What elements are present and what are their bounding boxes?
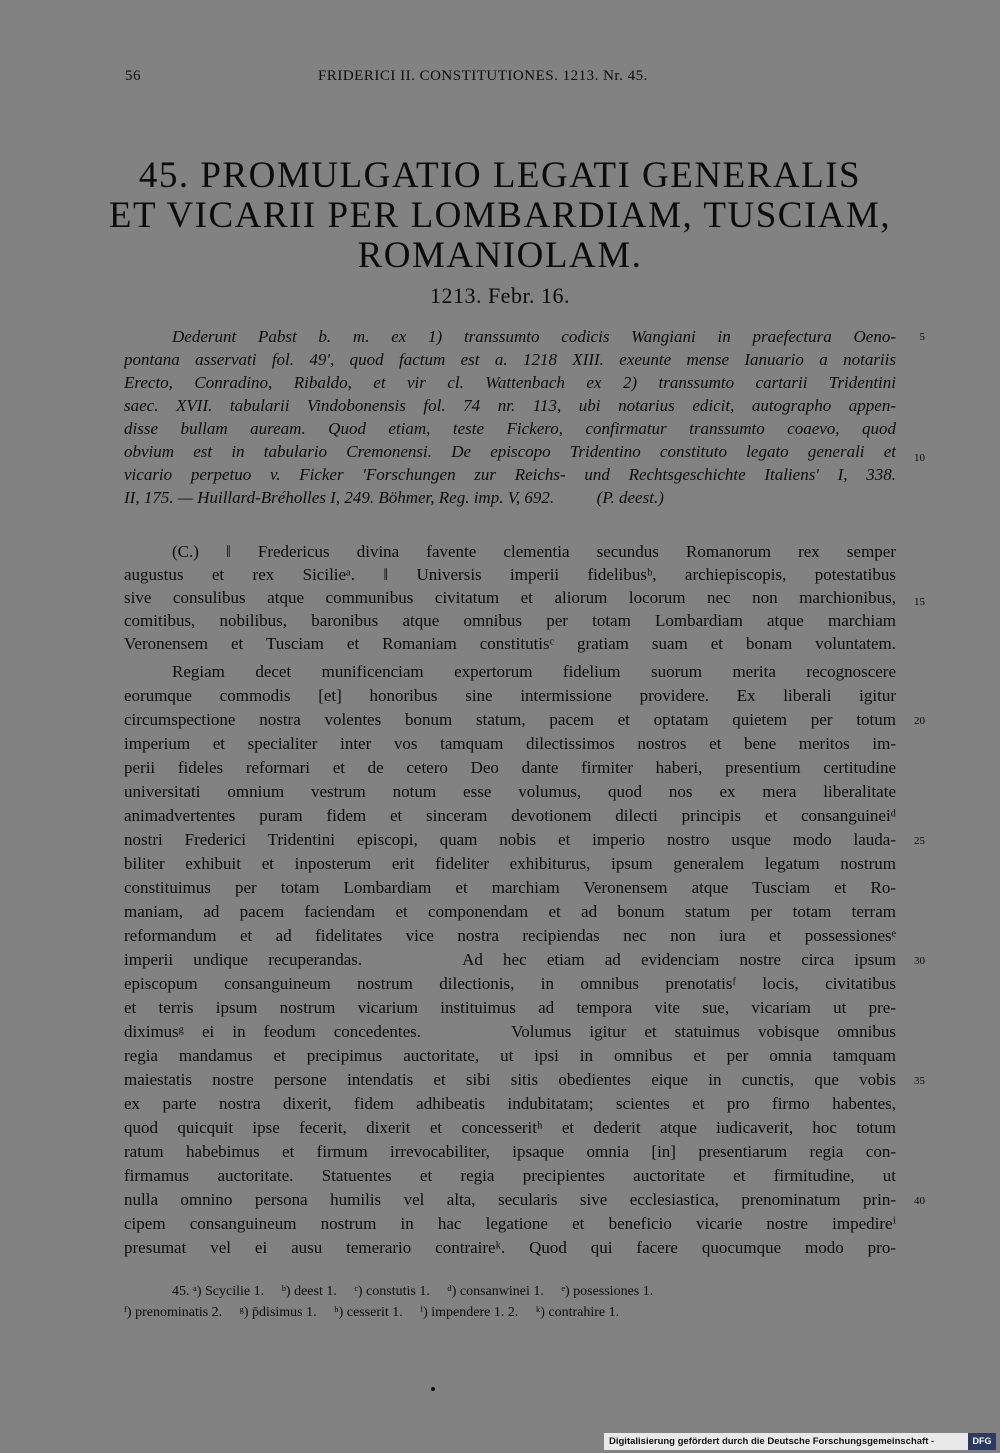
body-line: universitati omnium vestrum notum esse volumus, quod nos ex mera liberalitate [124, 782, 896, 801]
body-line: comitibus, nobilibus, baronibus atque omnibus per totam Lombardiam atque marchiam [124, 611, 896, 630]
body-line: et terris ipsum nostrum vicarium instituimus ad tempora vite sue, vicariam ut pre- [124, 998, 896, 1017]
margin-line-number: 20 [914, 715, 925, 727]
document-title-line-2: ET VICARII PER LOMBARDIAM, TUSCIAM, [108, 195, 892, 236]
body-line: cipem consanguineum nostrum in hac legatione et beneficio vicarie nostre impedireⁱ [124, 1214, 896, 1233]
body-line: ex parte nostra dixerit, fidem adhibeatis indubitatam; scientes et pro firmo habentes, [124, 1094, 896, 1113]
intro-line: II, 175. — Huillard-Bréholles I, 249. Böhmer, Reg. imp. V, 692. (P. deest.) [124, 488, 664, 507]
intro-line: obvium est in tabulario Cremonensi. De episcopo Tridentino constituto legato generali et [124, 442, 896, 461]
document-title-line-1: 45. PROMULGATIO LEGATI GENERALIS [138, 155, 862, 196]
dfg-logo: DFG [968, 1433, 996, 1450]
body-line: episcopum consanguineum nostrum dilectionis, in omnibus prenotatisᶠ locis, civitatibus [124, 974, 896, 993]
body-line: biliter exhibuit et inposterum erit fideliter exhibiturus, ipsum generalem legatum nostrum [124, 854, 896, 873]
body-line: constituimus per totam Lombardiam et marchiam Veronensem atque Tusciam et Ro- [124, 878, 896, 897]
margin-line-number: 5 [919, 331, 925, 343]
page-dot-mark [431, 1387, 435, 1391]
intro-line: disse bullam auream. Quod etiam, teste Fickero, confirmatur transsumto coaevo, quod [124, 419, 896, 438]
intro-line: saec. XVII. tabularii Vindobonensis fol. 74 nr. 113, ubi notarius edicit, autographo appen- [124, 396, 896, 415]
body-line: quod quicquit ipse fecerit, dixerit et concesseritʰ et dederit atque iudicaverit, hoc totum [124, 1118, 896, 1137]
body-line: maiestatis nostre persone intendatis et sibi sitis obedientes eique in cunctis, que vobis [124, 1070, 896, 1089]
body-line: firmamus auctoritate. Statuentes et regia precipientes auctoritate et firmitudine, ut [124, 1166, 896, 1185]
body-line: maniam, ad pacem faciendam et componendam et ad bonum statum per totam terram [124, 902, 896, 921]
body-line: Veronensem et Tusciam et Romaniam constitutisᶜ gratiam suam et bonam voluntatem. [124, 634, 896, 653]
document-title-line-3: ROMANIOLAM. [357, 235, 643, 276]
body-line: (C.) ǁ Fredericus divina favente clementia secundus Romanorum rex semper [172, 542, 896, 561]
body-line: perii fideles reformari et de cetero Deo dante firmiter haberi, presentium certitudine [124, 758, 896, 777]
margin-line-number: 10 [914, 452, 925, 464]
intro-line: Dederunt Pabst b. m. ex 1) transsumto codicis Wangiani in praefectura Oeno- [172, 327, 896, 346]
intro-line: pontana asservati fol. 49', quod factum est a. 1218 XIII. exeunte mense Ianuario a notariis [124, 350, 896, 369]
body-line: nulla omnino persona humilis vel alta, secularis sive ecclesiastica, prenominatum prin- [124, 1190, 896, 1209]
footnote-line: ᶠ) prenominatis 2. ᵍ) p̄disimus 1. ʰ) cesserit 1. ⁱ) impendere 1. 2. ᵏ) contrahire 1. [124, 1305, 620, 1320]
body-line: regia mandamus et precipimus auctoritate, ut ipsi in omnibus et per omnia tamquam [124, 1046, 896, 1065]
body-line: reformandum et ad fidelitates vice nostra recipiendas nec non iura et possessionesᵉ [124, 926, 896, 945]
digitization-credit: Digitalisierung gefördert durch die Deutsche Forschungsgemeinschaft - [604, 1433, 975, 1450]
body-line: imperii undique recuperandas. Ad hec etiam ad evidenciam nostre circa ipsum [124, 950, 896, 969]
margin-line-number: 40 [914, 1195, 925, 1207]
body-line: augustus et rex Sicilieᵃ. ǁ Universis imperii fidelibusᵇ, archiepiscopis, potestatibus [124, 565, 896, 584]
body-line: diximusᵍ ei in feodum concedentes. Volumus igitur et statuimus vobisque omnibus [124, 1022, 896, 1041]
margin-line-number: 25 [914, 835, 925, 847]
body-line: eorumque commodis [et] honoribus sine intermissione providere. Ex liberali igitur [124, 686, 896, 705]
page-number: 56 [125, 68, 141, 84]
intro-line: vicario perpetuo v. Ficker 'Forschungen zur Reichs- und Rechtsgeschichte Italiens' I, 338. [124, 465, 896, 484]
body-line: nostri Frederici Tridentini episcopi, quam nobis et imperio nostro usque modo lauda- [124, 830, 896, 849]
document-date: 1213. Febr. 16. [429, 283, 571, 308]
margin-line-number: 15 [914, 596, 925, 608]
body-line: Regiam decet munificenciam expertorum fidelium suorum merita recognoscere [172, 662, 896, 681]
body-line: ratum habebimus et firmum irrevocabiliter, ipsaque omnia [in] presentiarum regia con- [124, 1142, 896, 1161]
footnote-line: 45. ᵃ) Scycilie 1. ᵇ) deest 1. ᶜ) constutis 1. ᵈ) consanwinei 1. ᵉ) posessiones 1. [172, 1284, 654, 1299]
margin-line-number: 35 [914, 1075, 925, 1087]
margin-line-number: 30 [914, 955, 925, 967]
intro-line: Erecto, Conradino, Ribaldo, et vir cl. Wattenbach ex 2) transsumto cartarii Tridentini [124, 373, 896, 392]
body-line: animadvertentes puram fidem et sinceram devotionem dilecti principis et consanguineiᵈ [124, 806, 896, 825]
body-line: presumat vel ei ausu temerario contraireᵏ. Quod qui facere quocumque modo pro- [124, 1238, 896, 1257]
body-line: imperium et specialiter inter vos tamquam dilectissimos nostros et bene meritos im- [124, 734, 896, 753]
running-head: FRIDERICI II. CONSTITUTIONES. 1213. Nr. 45. [318, 68, 648, 84]
body-line: circumspectione nostra volentes bonum statum, pacem et optatam quietem per totum [124, 710, 896, 729]
body-line: sive consulibus atque communibus civitatum et aliorum locorum nec non marchionibus, [124, 588, 896, 607]
